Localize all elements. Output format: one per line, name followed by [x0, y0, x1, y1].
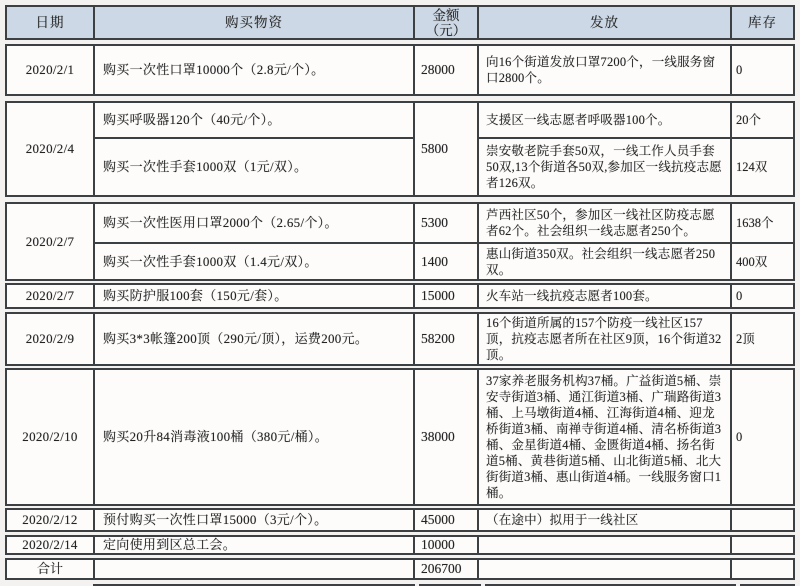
date-cell: 2020/2/9 [25, 331, 75, 346]
table-row-group-2-7a [5, 202, 795, 281]
table-row-group-2-1 [5, 44, 795, 96]
table-header-row [5, 5, 795, 40]
date-cell: 2020/2/4 [25, 141, 75, 156]
item-cell: 购买防护服100套（150元/套）。 [93, 285, 413, 307]
total-stock-empty [730, 560, 793, 578]
total-amount: 206700 [413, 560, 477, 578]
distribution-cell [477, 537, 730, 553]
item-cell: 定向使用到区总工会。 [93, 537, 413, 553]
distribution-cell: 16个街道所属的157个防疫一线社区157顶，抗疫志愿者所在社区9顶，16个街道32顶。 [477, 314, 730, 364]
stock-cell [730, 510, 793, 530]
header-cell-date: 日期 [7, 7, 93, 38]
table-row-group-2-12 [5, 508, 795, 532]
date-cell: 2020/2/14 [22, 537, 78, 552]
header-cell-stock: 库存 [730, 7, 793, 38]
distribution-cell: 芦西社区50个，参加区一线社区防疫志愿者62个。社会组织一线志愿者250个。 [477, 204, 730, 242]
amount-cell: 28000 [413, 46, 477, 94]
header-cell-amount [413, 7, 477, 38]
stock-cell: 124双 [730, 137, 793, 195]
date-cell: 2020/2/1 [25, 62, 75, 77]
amount-cell: 5300 [413, 204, 477, 242]
amount-cell: 15000 [413, 285, 477, 307]
date-cell: 2020/2/10 [22, 429, 78, 444]
table-row-group-2-9 [5, 312, 795, 366]
header-amount-label: 金额 [432, 7, 460, 23]
total-label: 合计 [36, 561, 63, 576]
amount-cell: 5800 [413, 103, 477, 195]
stock-cell: 20个 [730, 103, 793, 137]
distribution-cell: 37家养老服务机构37桶。广益街道5桶、崇安寺街道3桶、通江街道3桶、广瑞路街道3桶、上马墩街道4桶、江海街道4桶、迎龙桥街道3桶、南禅寺街道4桶、清名桥街道3桶、金星街道4桶、金匮街道4桶、扬名街道5桶、黄巷街道5桶、山北街道5桶、北大街街道3桶、惠山街道4桶。一线服务窗口1桶。 [477, 370, 730, 504]
purchase-records-table [5, 5, 795, 586]
item-cell: 购买一次性医用口罩2000个（2.65/个）。 [93, 204, 413, 242]
stock-cell: 400双 [730, 242, 793, 279]
item-cell: 购买20升84消毒液100桶（380元/桶）。 [93, 370, 413, 504]
item-cell: 购买呼吸器120个（40元/个）。 [93, 103, 413, 137]
table-row-group-2-4 [5, 101, 795, 197]
amount-cell: 1400 [413, 242, 477, 279]
distribution-cell: 崇安敬老院手套50双，一线工作人员手套50双,13个街道各50双,参加区一线抗疫志愿者126双。 [477, 137, 730, 195]
total-distribution-empty [477, 560, 730, 578]
header-amount-unit: （元） [425, 22, 467, 38]
table-row-group-2-7b [5, 283, 795, 309]
amount-cell: 45000 [413, 510, 477, 530]
stock-cell: 2顶 [730, 314, 793, 364]
stock-cell: 0 [730, 370, 793, 504]
item-cell: 购买一次性手套1000双（1元/双）。 [93, 137, 413, 195]
header-cell-items: 购买物资 [93, 7, 413, 38]
table-row-group-2-10 [5, 368, 795, 506]
item-cell: 购买一次性手套1000双（1.4元/双）。 [93, 242, 413, 279]
header-cell-distribution: 发放 [477, 7, 730, 38]
total-item-empty [93, 560, 413, 578]
table-total-row [5, 558, 795, 580]
distribution-cell: 支援区一线志愿者呼吸器100个。 [477, 103, 730, 137]
stock-cell [730, 537, 793, 553]
distribution-cell: 惠山街道350双。社会组织一线志愿者250双。 [477, 242, 730, 279]
stock-cell: 0 [730, 285, 793, 307]
item-cell: 购买3*3帐篷200顶（290元/顶），运费200元。 [93, 314, 413, 364]
item-cell: 预付购买一次性口罩15000（3元/个）。 [93, 510, 413, 530]
date-cell: 2020/2/7 [25, 288, 75, 303]
distribution-cell: 火车站一线抗疫志愿者100套。 [477, 285, 730, 307]
stock-cell: 0 [730, 46, 793, 94]
stock-cell: 1638个 [730, 204, 793, 242]
table-row-group-2-14 [5, 535, 795, 555]
item-cell: 购买一次性口罩10000个（2.8元/个）。 [93, 46, 413, 94]
amount-cell: 38000 [413, 370, 477, 504]
amount-cell: 10000 [413, 537, 477, 553]
distribution-cell: 向16个街道发放口罩7200个，一线服务窗口2800个。 [477, 46, 730, 94]
distribution-cell: （在途中）拟用于一线社区 [477, 510, 730, 530]
date-cell: 2020/2/7 [25, 233, 75, 249]
amount-cell: 58200 [413, 314, 477, 364]
date-cell: 2020/2/12 [22, 512, 78, 527]
